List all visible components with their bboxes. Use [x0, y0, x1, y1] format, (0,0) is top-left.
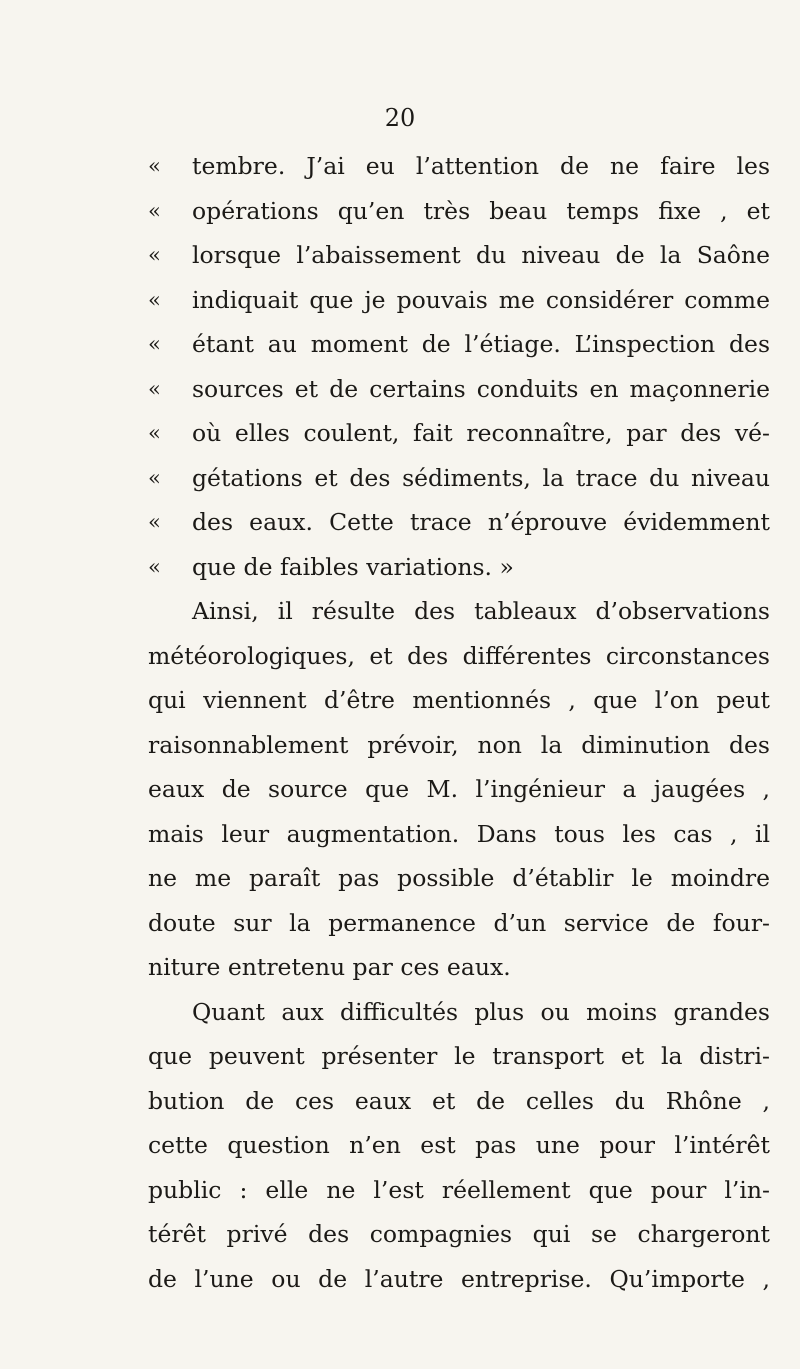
- paragraph-1: [148, 589, 770, 990]
- page-number: 20: [384, 104, 416, 132]
- quoted-line: « tembre. J’ai eu l’attention de ne faire les: [148, 144, 770, 189]
- paragraph-line: bution de ces eaux et de celles du Rhône ,: [148, 1086, 770, 1115]
- paragraph-line: qui viennent d’être mentionnés , que l’on peut: [148, 686, 770, 714]
- paragraph-line: eaux de source que M. l’ingénieur a jaugées ,: [148, 775, 770, 803]
- quoted-line: « opérations qu’en très beau temps fixe , et: [148, 189, 770, 234]
- quoted-line: « sources et de certains conduits en maçonnerie: [148, 367, 770, 412]
- paragraph-line: ne me paraît pas possible d’établir le moindre: [148, 864, 770, 892]
- quote-mark: «: [148, 421, 161, 445]
- paragraph-line: public : elle ne l’est réellement que pour l’in-: [148, 1175, 770, 1204]
- quote-mark: «: [148, 198, 161, 223]
- paragraph-line: Quant aux difficultés plus ou moins grandes: [192, 997, 770, 1026]
- quote-mark: «: [148, 510, 161, 534]
- paragraph-line: que peuvent présenter le transport et la distri-: [148, 1042, 770, 1070]
- quote-mark: «: [148, 332, 161, 356]
- page-body: [148, 144, 770, 1301]
- quote-mark: «: [148, 376, 161, 401]
- quoted-line: « indiquait que je pouvais me considérer comme: [148, 278, 770, 323]
- quoted-line: « où elles coulent, fait reconnaître, par des vé-: [148, 411, 770, 456]
- paragraph-line: niture entretenu par ces eaux.: [148, 953, 511, 981]
- paragraph-line: météorologiques, et des différentes circonstances: [148, 641, 770, 670]
- paragraph-line: térêt privé des compagnies qui se chargeront: [148, 1220, 770, 1248]
- paragraph-line: mais leur augmentation. Dans tous les cas , il: [148, 819, 770, 848]
- quoted-line: « que de faibles variations. »: [148, 545, 770, 590]
- paragraph-line: de l’une ou de l’autre entreprise. Qu’importe ,: [148, 1264, 770, 1293]
- quote-mark: «: [148, 243, 161, 267]
- quoted-line: « des eaux. Cette trace n’éprouve évidemment: [148, 500, 770, 545]
- quoted-line: « gétations et des sédiments, la trace du niveau: [148, 456, 770, 501]
- paragraph-line: raisonnablement prévoir, non la diminution des: [148, 730, 770, 759]
- quote-mark: «: [148, 554, 161, 579]
- paragraph-2: [148, 990, 770, 1302]
- quote-mark: «: [148, 287, 161, 312]
- paragraph-line: Ainsi, il résulte des tableaux d’observations: [192, 597, 770, 625]
- quoted-line: « lorsque l’abaissement du niveau de la Saône: [148, 233, 770, 278]
- paragraph-line: cette question n’en est pas une pour l’intérêt: [148, 1131, 770, 1159]
- quote-mark: «: [148, 154, 161, 178]
- quoted-passage: [148, 144, 770, 589]
- quote-mark: «: [148, 465, 161, 490]
- paragraph-line: doute sur la permanence d’un service de four-: [148, 908, 770, 937]
- quoted-line: « étant au moment de l’étiage. L’inspection des: [148, 322, 770, 367]
